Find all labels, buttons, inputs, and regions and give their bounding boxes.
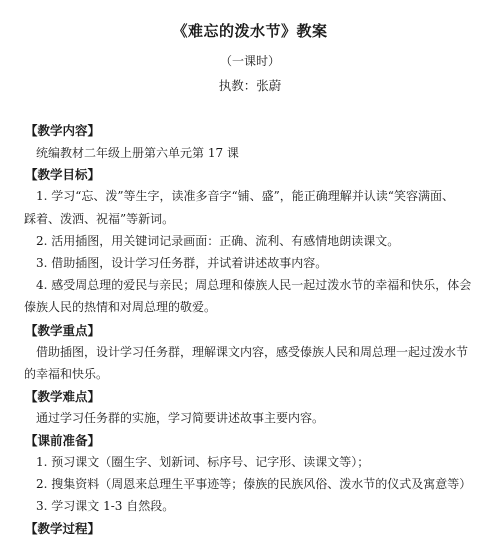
- prep-item-1: 1. 预习课文（圈生字、划新词、标序号、记字形、读课文等）；: [36, 455, 370, 469]
- prep-item-2: 2. 搜集资料（周恩来总理生平事迹等；傣族的民族风俗、泼水节的仪式及寓意等）: [36, 477, 472, 491]
- section-heading-difficulties: 【教学难点】: [25, 389, 101, 404]
- content-text: 统编教材二年级上册第六单元第 17 课: [36, 146, 239, 160]
- prep-item-3: 3. 学习课文 1-3 自然段。: [36, 499, 175, 513]
- keypoints-line-1: 借助插图，设计学习任务群，理解课文内容，感受傣族人民和周总理一起过泼水节: [36, 345, 469, 359]
- section-heading-content: 【教学内容】: [25, 123, 101, 138]
- section-heading-keypoints: 【教学重点】: [25, 323, 101, 338]
- goal-item-3: 3. 借助插图，设计学习任务群，并试着讲述故事内容。: [36, 256, 328, 270]
- section-heading-process: 【教学过程】: [25, 521, 101, 536]
- section-heading-prep: 【课前准备】: [25, 433, 101, 448]
- goal-item-2: 2. 活用插图，用关键词记录画面：正确、流利、有感情地朗读课文。: [36, 234, 400, 248]
- keypoints-line-2: 的幸福和快乐。: [24, 367, 109, 381]
- document-author: 执教：张蔚: [218, 78, 282, 93]
- goal-item-1-line-2: 踩着、泼洒、祝福”等新词。: [24, 212, 175, 226]
- section-heading-goals: 【教学目标】: [25, 167, 101, 182]
- document-subtitle: （一课时）: [219, 54, 280, 68]
- goal-item-4-line-1: 4. 感受周总理的爱民与亲民；周总理和傣族人民一起过泼水节的幸福和快乐，体会: [36, 278, 472, 292]
- goal-item-4-line-2: 傣族人民的热情和对周总理的敬爱。: [24, 300, 217, 314]
- goal-item-1-line-1: 1. 学习“忘、泼”等生字，读准多音字“铺、盛”，能正确理解并认读“笑容满面、: [36, 189, 454, 203]
- difficulties-text: 通过学习任务群的实施，学习简要讲述故事主要内容。: [36, 411, 325, 425]
- document-title: 《难忘的泼水节》教案: [172, 22, 328, 40]
